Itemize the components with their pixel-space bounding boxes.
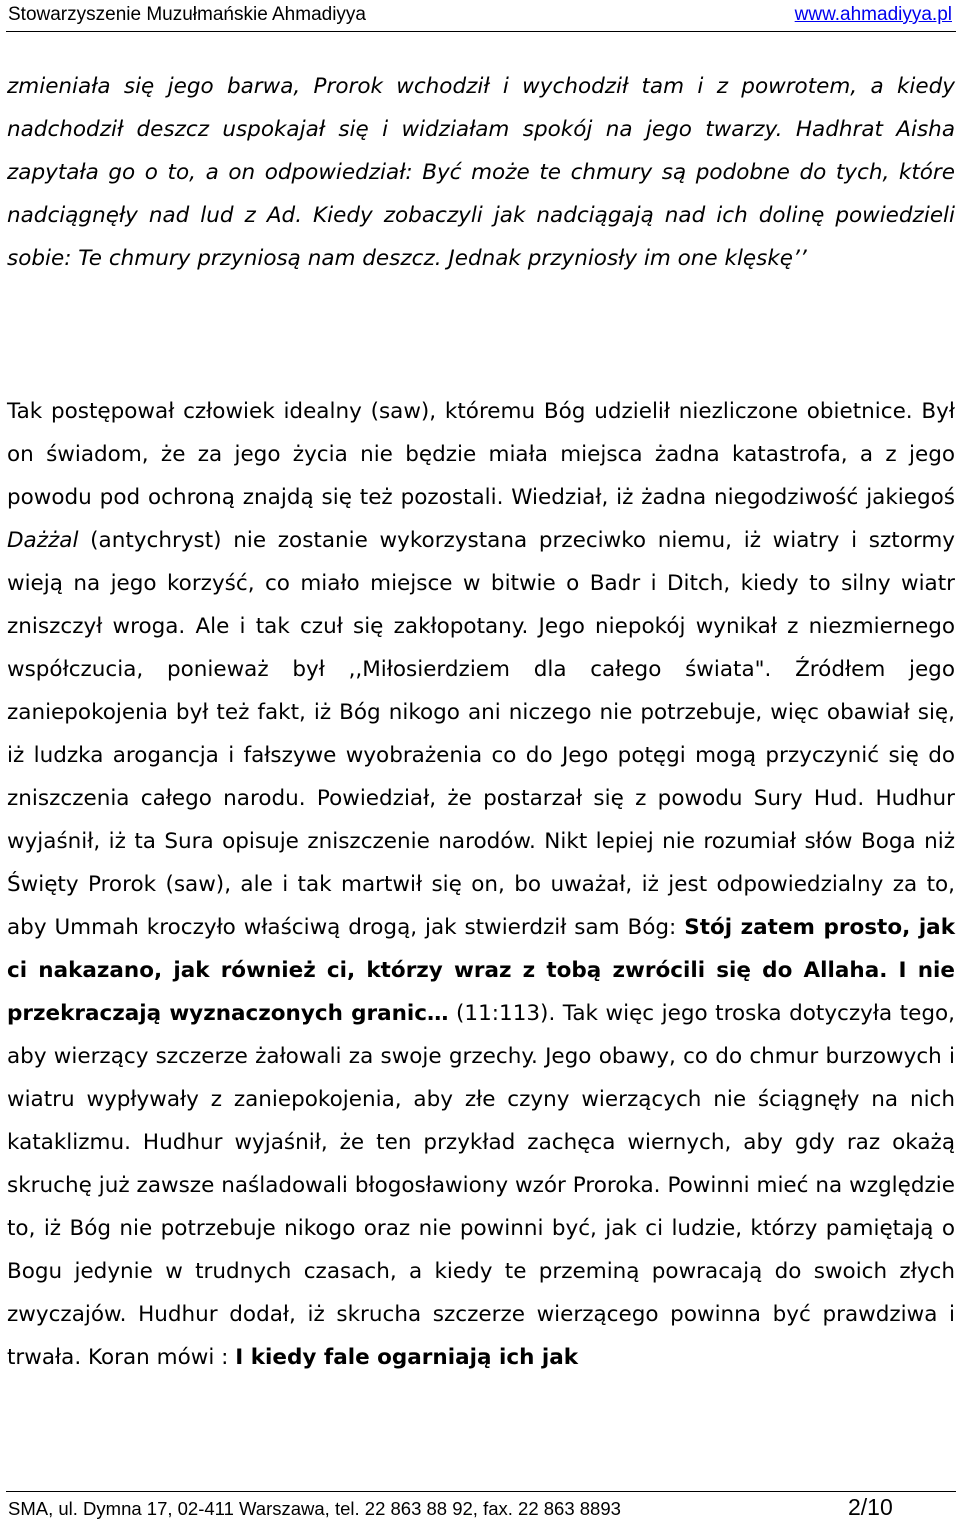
quoted-hadith bbox=[7, 65, 955, 280]
organization-name: Stowarzyszenie Muzułmańskie Ahmadiyya bbox=[8, 4, 366, 25]
quran-verse-quote: Stój zatem prosto, jak ci nakazano, jak również ci, którzy wraz z tobą zwrócili się do Allaha. I nie przekraczają wyznaczonych granic… bbox=[7, 915, 955, 1026]
footer-address: SMA, ul. Dymna 17, 02-411 Warszawa, tel. 22 863 88 92, fax. 22 863 8893 bbox=[8, 1498, 621, 1519]
page-number: 2/10 bbox=[848, 1494, 893, 1520]
footer-divider bbox=[6, 1491, 956, 1492]
body-text-part-1: Tak postępował człowiek idealny (saw), któremu Bóg udzielił niezliczone obietnice. Był on świadom, że za jego życia nie będzie miała miejsca żadna katastrofa, a z jego powodu pod ochroną znajdą się też pozostali. Wiedział, iż żadna niegodziwość jakiegoś bbox=[7, 399, 955, 510]
page-header bbox=[0, 0, 960, 34]
website-link[interactable]: www.ahmadiyya.pl bbox=[794, 4, 952, 25]
body-paragraph bbox=[7, 390, 955, 1379]
body-text-part-3: (11:113). Tak więc jego troska dotyczyła tego, aby wierzący szczerze żałowali za swoje grzechy. Jego obawy, co do chmur burzowych i wiatru wypływały z zaniepokojenia, aby złe czyny wierzących nie ściągnęły na nich kataklizmu. Hudhur wyjaśnił, że ten przykład zachęca wiernych, aby gdy raz okażą skruchę już zawsze naśladowali błogosławiony wzór Proroka. Powinni mieć na względzie to, iż Bóg nie potrzebuje nikogo oraz nie powinni być, jak ci ludzie, którzy pamiętają o Bogu jedynie w trudnych czasach, a kiedy te przeminą powracają do swoich złych zwyczajów. Hudhur dodał, iż skrucha szczerze wierzącego powinna być prawdziwa i trwała. Koran mówi : bbox=[7, 1001, 955, 1370]
quote-text: zmieniała się jego barwa, Prorok wchodził i wychodził tam i z powrotem, a kiedy nadchodził deszcz uspokajał się i widziałam spokój na jego twarzy. Hadhrat Aisha zapytała go o to, a on odpowiedział: Być może te chmury są podobne do tych, które nadciągnęły nad lud z Ad. Kiedy zobaczyli jak nadciągają nad ich dolinę powiedzieli sobie: Te chmury przyniosą nam deszcz. Jednak przyniosły im one klęskę’’ bbox=[7, 74, 955, 271]
dajjal-term: Dażżal bbox=[7, 528, 79, 553]
quran-verse-quote-2: I kiedy fale ogarniają ich jak bbox=[235, 1345, 579, 1370]
body-text-part-2: (antychryst) nie zostanie wykorzystana przeciwko niemu, iż wiatry i sztormy wieją na jego korzyść, co miało miejsce w bitwie o Badr i Ditch, kiedy to silny wiatr zniszczył wroga. Ale i tak czuł się zakłopotany. Jego niepokój wynikał z niezmiernego współczucia, ponieważ był ,,Miłosierdziem dla całego świata". Źródłem jego zaniepokojenia był też fakt, iż Bóg nikogo ani niczego nie potrzebuje, więc obawiał się, iż ludzka arogancja i fałszywe wyobrażenia co do Jego potęgi mogą przyczynić się do zniszczenia całego narodu. Powiedział, że postarzał się z powodu Sury Hud. Hudhur wyjaśnił, iż ta Sura opisuje zniszczenie narodów. Nikt lepiej nie rozumiał słów Boga niż Święty Prorok (saw), ale i tak martwił się on, bo uważał, iż jest odpowiedzialny za to, aby Ummah kroczyło właściwą drogą, jak stwierdził sam Bóg: bbox=[7, 528, 955, 940]
header-divider bbox=[6, 31, 956, 32]
main-text bbox=[7, 390, 955, 1379]
page-footer bbox=[0, 1488, 960, 1520]
